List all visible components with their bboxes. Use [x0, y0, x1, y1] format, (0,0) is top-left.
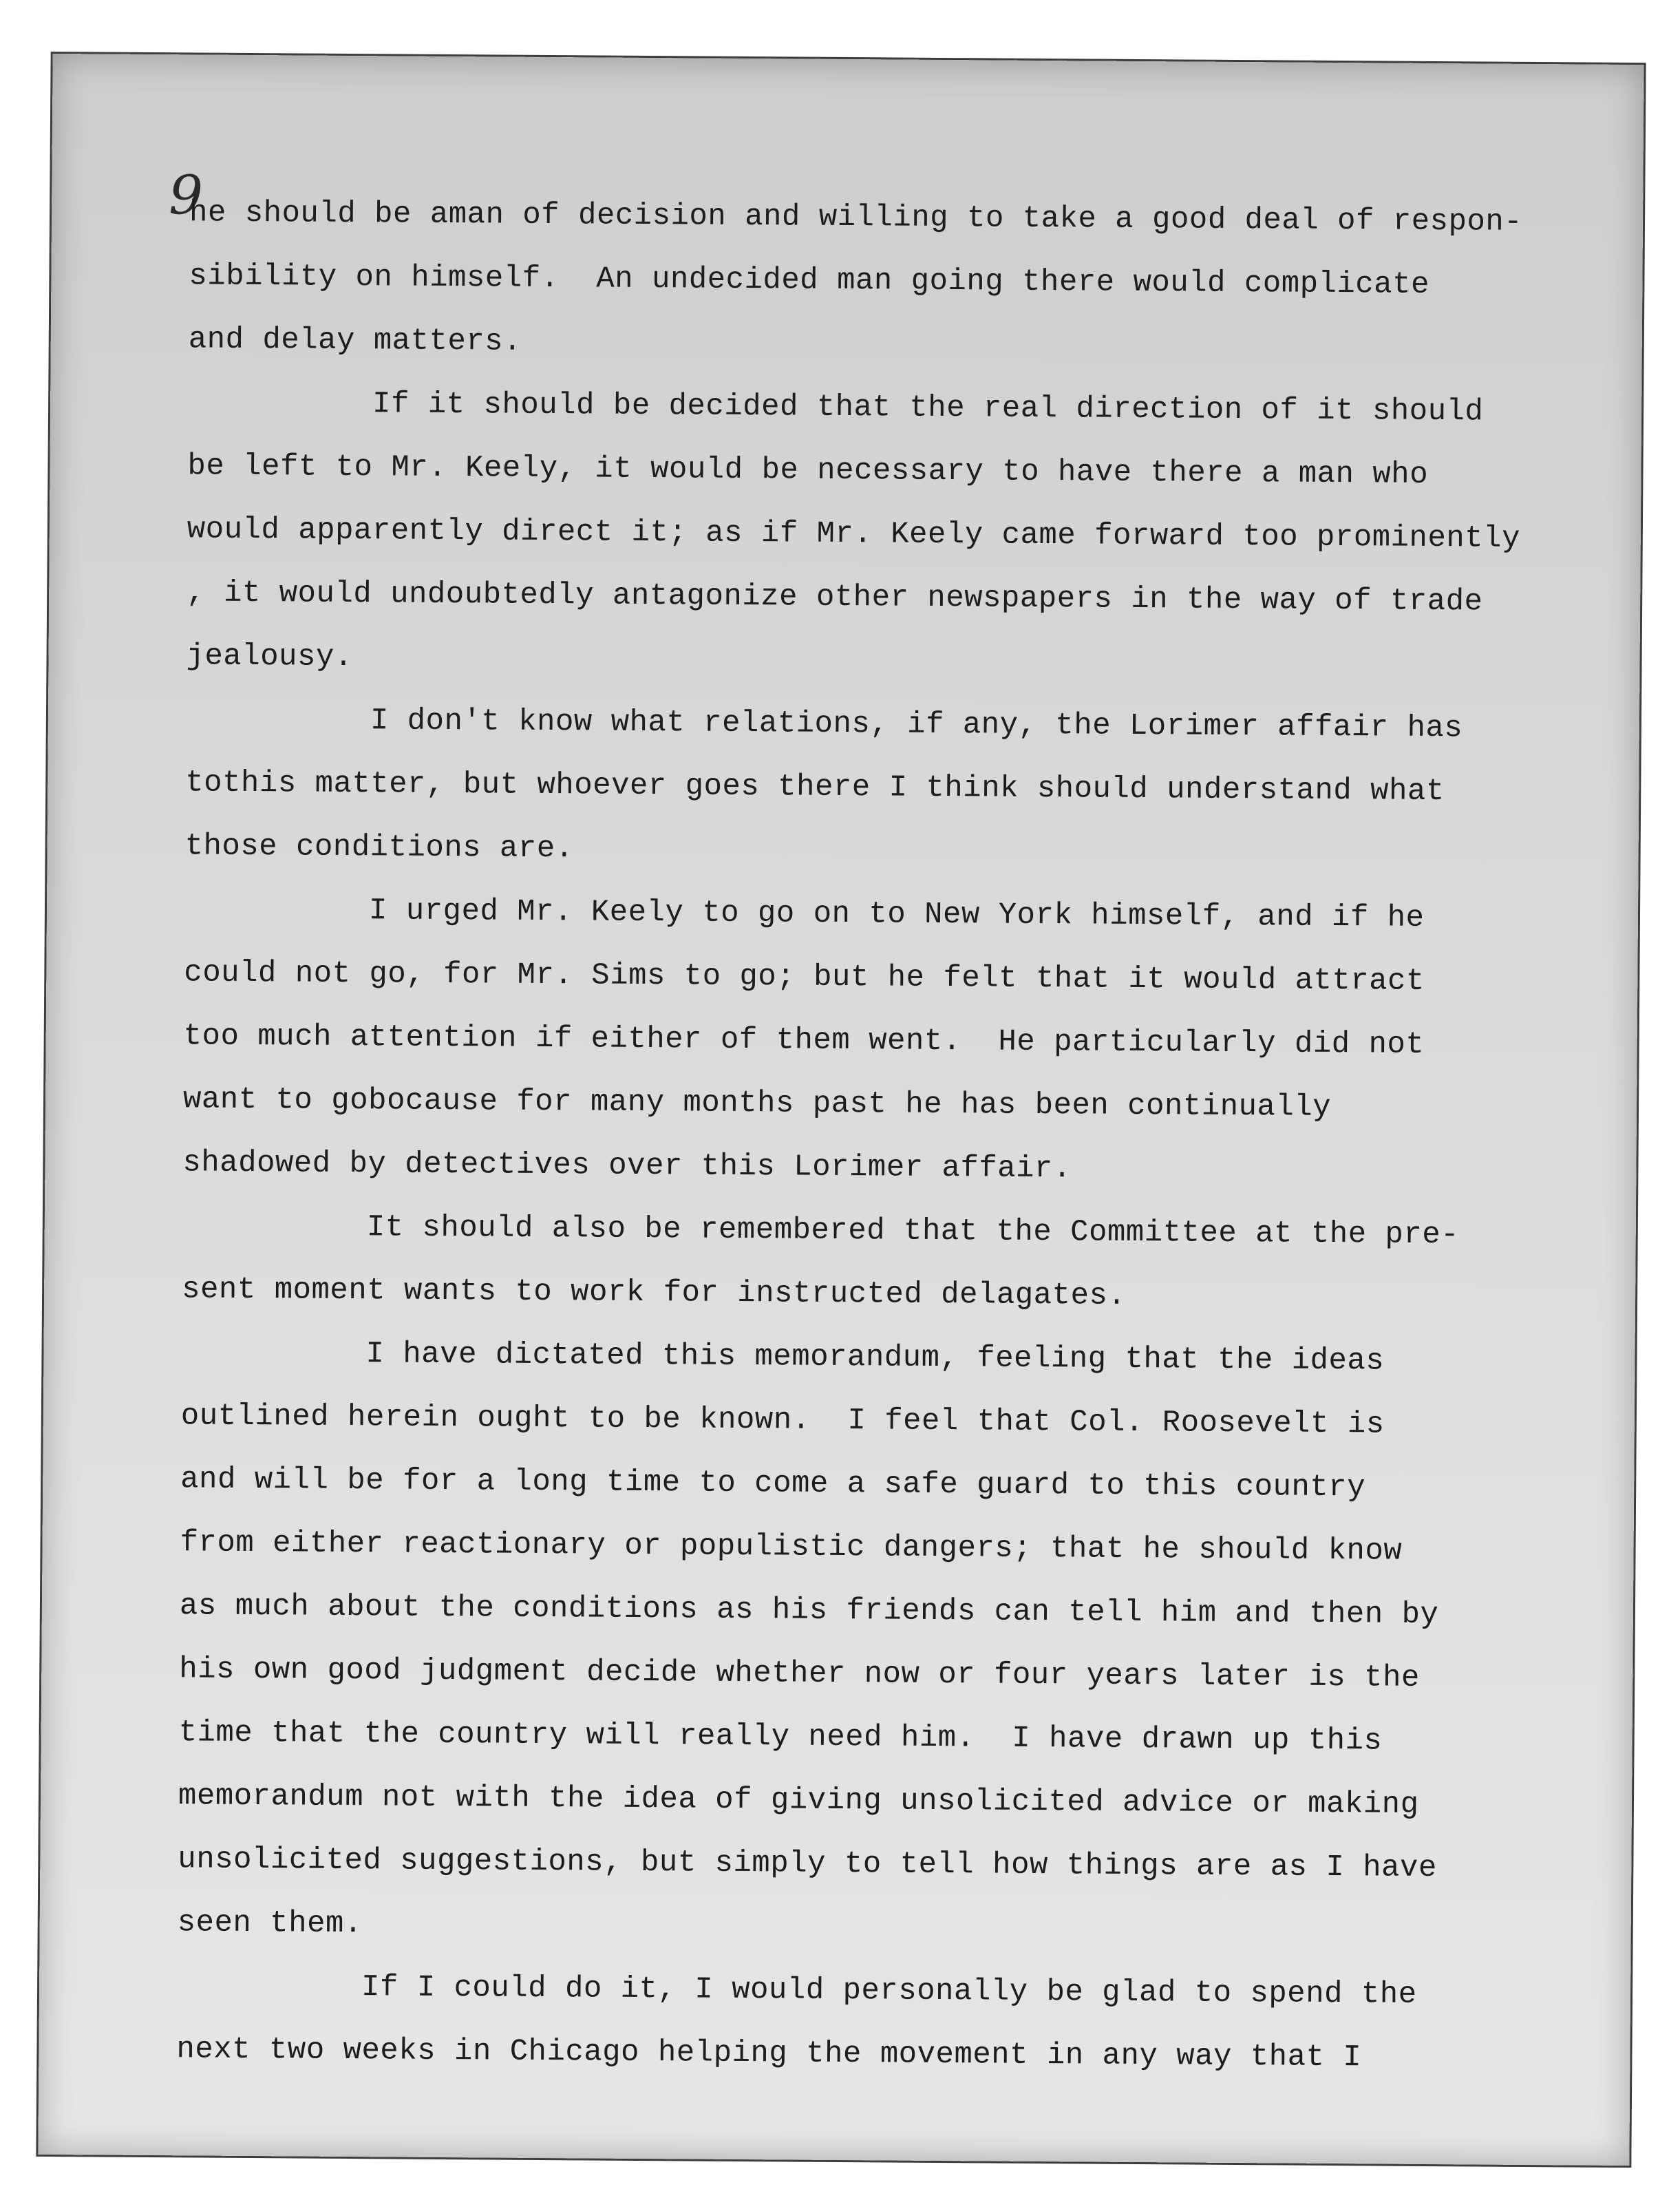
- text-line: time that the country will really need him. I have drawn up this: [178, 1715, 1383, 1759]
- text-line: from either reactionary or populistic dangers; that he should know: [180, 1525, 1403, 1569]
- text-line: would apparently direct it; as if Mr. Keely came forward too prominently: [187, 512, 1521, 556]
- text-line: jealousy.: [186, 639, 353, 675]
- text-line: next two weeks in Chicago helping the movement in any way that I: [176, 2032, 1362, 2075]
- text-line: sent moment wants to work for instructed delagates.: [181, 1272, 1127, 1313]
- paragraph-start-line: If it should be decided that the real direction of it should: [372, 387, 1484, 430]
- typewritten-page: [38, 54, 1644, 2166]
- text-line: outlined herein ought to be known. I feel that Col. Roosevelt is: [180, 1399, 1385, 1442]
- text-line: he should be aman of decision and willing to take a good deal of respon-: [189, 195, 1523, 240]
- paragraph-start-line: I urged Mr. Keely to go on to New York himself, and if he: [368, 893, 1425, 935]
- text-line: unsolicited suggestions, but simply to tell how things are as I have: [178, 1842, 1438, 1886]
- text-line: those conditions are.: [184, 829, 574, 867]
- paragraph-start-line: If I could do it, I would personally be glad to spend the: [361, 1970, 1417, 2012]
- text-line: shadowed by detectives over this Lorimer affair.: [182, 1145, 1072, 1187]
- paragraph-start-line: I don't know what relations, if any, the Lorimer affair has: [370, 704, 1463, 746]
- text-line: too much attention if either of them went. He particularly did not: [183, 1019, 1425, 1062]
- text-line: could not go, for Mr. Sims to go; but he felt that it would attract: [184, 955, 1425, 999]
- text-line: memorandum not with the idea of giving unsolicited advice or making: [178, 1779, 1419, 1822]
- text-line: want to gobocause for many months past he has been continually: [182, 1082, 1332, 1125]
- text-line: sibility on himself. An undecided man going there would complicate: [189, 259, 1430, 302]
- text-line: and will be for a long time to come a safe guard to this country: [180, 1462, 1366, 1505]
- page-number: 9: [168, 165, 204, 227]
- text-line: tothis matter, but whoever goes there I think should understand what: [185, 765, 1445, 810]
- paragraph-start-line: It should also be remembered that the Committee at the pre-: [366, 1210, 1460, 1253]
- text-line: be left to Mr. Keely, it would be necessary to have there a man who: [187, 449, 1429, 492]
- paragraph-start-line: I have dictated this memorandum, feeling that the ideas: [365, 1337, 1385, 1379]
- text-line: his own good judgment decide whether now or four years later is the: [179, 1652, 1421, 1695]
- text-line: and delay matters.: [188, 322, 522, 359]
- text-line: , it would undoubtedly antagonize other newspapers in the way of trade: [187, 575, 1483, 620]
- text-line: as much about the conditions as his friends can tell him and then by: [179, 1589, 1439, 1633]
- body-text: [176, 54, 1581, 2075]
- text-line: seen them.: [177, 1905, 363, 1942]
